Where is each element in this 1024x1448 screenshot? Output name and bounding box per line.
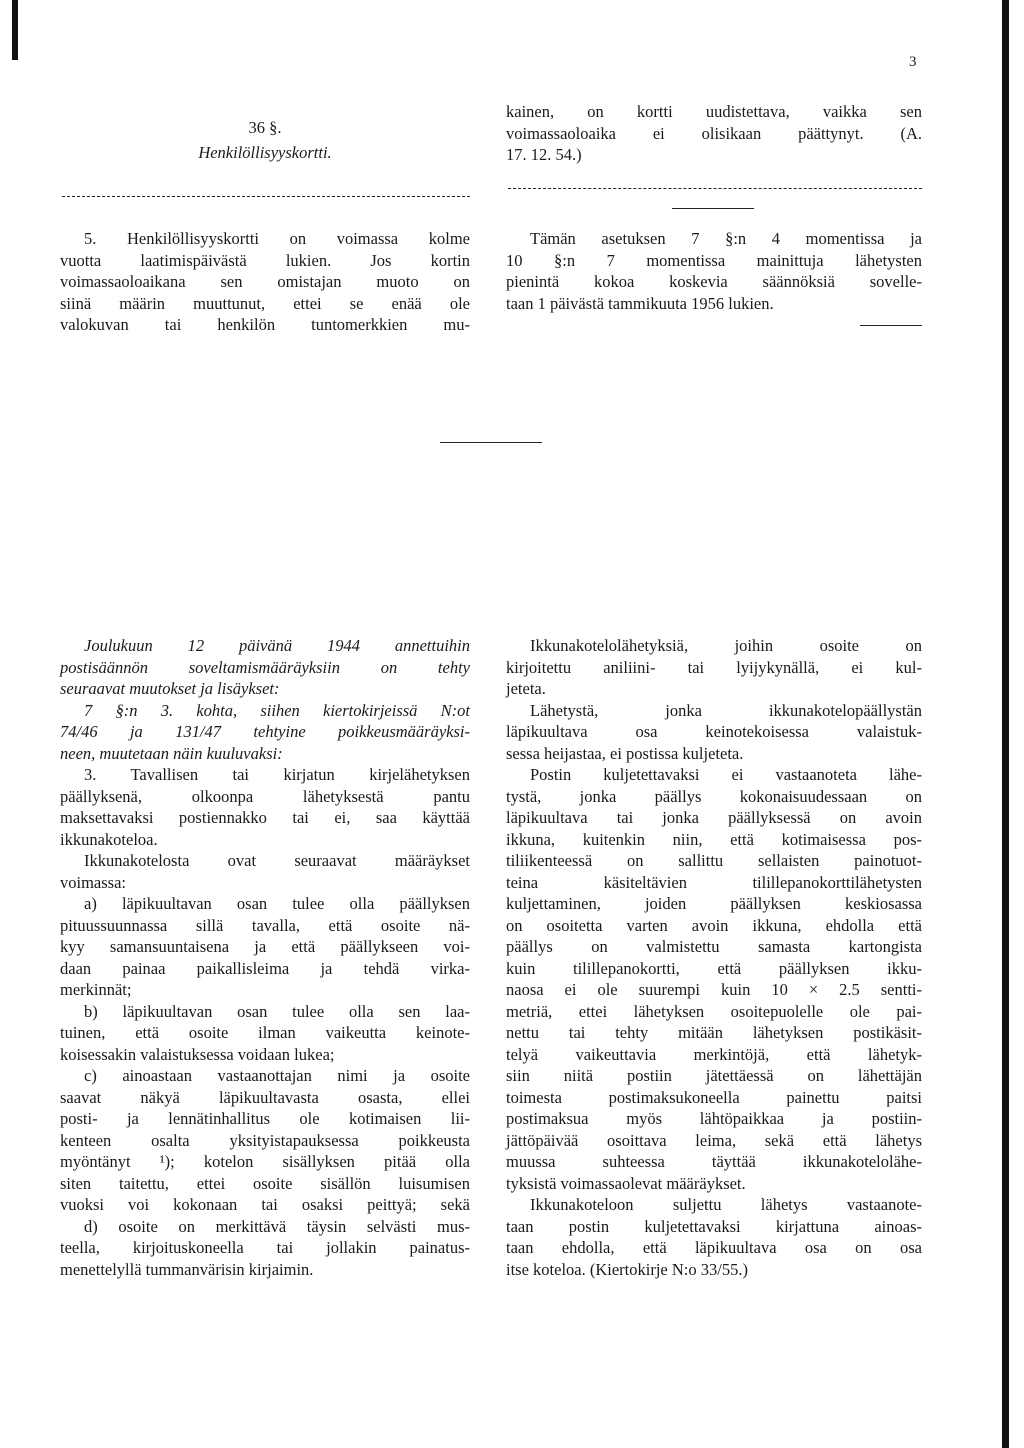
text-line: saavat näkyä läpikuultavasta osasta, ellei bbox=[60, 1087, 470, 1107]
text-line: tuinen, että osoite ilman vaikeutta keinote- bbox=[60, 1023, 470, 1042]
text-line: vuotta laatimispäivästä lukien. Jos kortin bbox=[60, 250, 470, 270]
end-rule bbox=[860, 325, 922, 326]
text-line: nettu tai tehty mitään lähetyksen postikäsit- bbox=[506, 1023, 922, 1042]
text-line: muussa suhteessa täyttää ikkunakotelolähe- bbox=[506, 1152, 922, 1171]
intro-line: seuraavat muutokset ja lisäykset: bbox=[60, 679, 280, 698]
text-line: menettelyllä tummanvärisin kirjaimin. bbox=[60, 1259, 314, 1279]
section-divider bbox=[672, 208, 754, 209]
text-line: siten taitettu, ettei osoite sisällön luisumisen bbox=[60, 1173, 470, 1193]
text-line: teella, kirjoituskoneella tai jollakin painatus- bbox=[60, 1238, 470, 1257]
text-line: c) ainoastaan vastaanottajan nimi ja osoite bbox=[84, 1066, 470, 1085]
intro-line: Joulukuun 12 päivänä 1944 annettuihin bbox=[84, 636, 470, 655]
text-line: telyä vaikeuttavia merkintöjä, että lähetyk- bbox=[506, 1044, 922, 1064]
text-line: vuoksi voi kokonaan tai osaksi peittyä; sekä bbox=[60, 1195, 470, 1214]
enactment-paragraph bbox=[506, 228, 922, 314]
text-line: daan painaa paikallisleima ja tehdä virka- bbox=[60, 958, 470, 978]
text-line: Postin kuljetettavaksi ei vastaanoteta lähe- bbox=[530, 765, 922, 784]
text-line: maksettavaksi postiennakko tai ei, saa käyttää bbox=[60, 808, 470, 827]
text-line: itse koteloa. (Kiertokirje N:o 33/55.) bbox=[506, 1259, 748, 1279]
page-number: 3 bbox=[909, 54, 917, 70]
text-line: myöntänyt ¹); kotelon sisällyksen pitää olla bbox=[60, 1152, 470, 1171]
text-line: koisessakin valaistuksessa voidaan lukea; bbox=[60, 1044, 335, 1064]
intro-line: postisäännön soveltamismääräyksiin on tehty bbox=[60, 657, 470, 677]
omission-rule bbox=[508, 188, 922, 189]
section-number: 36 §. bbox=[248, 118, 282, 137]
text-line: voimassa: bbox=[60, 872, 126, 892]
text-line: taan postin kuljetettavaksi kirjattuna ainoas- bbox=[506, 1216, 922, 1236]
text-line: on osoitetta varten avoin ikkuna, ehdolla että bbox=[506, 915, 922, 935]
text-line: b) läpikuultavan osan tulee olla sen laa- bbox=[84, 1001, 470, 1021]
text-line: Ikkunakotelosta ovat seuraavat määräykset bbox=[84, 851, 470, 870]
text-line: valokuvan tai henkilön tuntomerkkien mu- bbox=[60, 315, 470, 334]
text-line: taan ehdolla, että läpikuultava osa on osa bbox=[506, 1238, 922, 1257]
text-line: 10 §:n 7 momentissa mainittuja lähetysten bbox=[506, 250, 922, 270]
text-line: voimassaoloaikana sen omistajan muoto on bbox=[60, 272, 470, 291]
text-line: voimassaoloaika ei olisikaan päättynyt. (A. bbox=[506, 123, 922, 143]
text-line: 3. Tavallisen tai kirjatun kirjelähetyksen bbox=[84, 765, 470, 784]
text-line: toimesta postimaksukoneella painettu paitsi bbox=[506, 1087, 922, 1107]
text-line: postimaksua myös lähtöpaikkaa ja postiin- bbox=[506, 1109, 922, 1128]
text-line: siinä määrin muuttunut, ettei se enää ole bbox=[60, 293, 470, 313]
text-line: metriä, ettei lähetyksen osoitepuolelle ole pai- bbox=[506, 1001, 922, 1021]
text-line: posti- ja lennätinhallitus ole kotimaisen lii- bbox=[60, 1109, 470, 1128]
text-line: ikkuna, kuitenkin niin, että kotimaisessa pos- bbox=[506, 829, 922, 849]
text-line: kuin tilillepanokortti, että päällyksen ikku- bbox=[506, 958, 922, 978]
text-line: pienintä kokoa koskevia säännöksiä sovelle- bbox=[506, 272, 922, 291]
section36-paragraph bbox=[60, 228, 470, 336]
scan-edge-left bbox=[12, 0, 18, 60]
text-line: sessa heijastaa, ei postissa kuljeteta. bbox=[506, 743, 744, 763]
text-line: pituussuunnassa sillä tavalla, että osoite nä- bbox=[60, 915, 470, 935]
text-line: läpikuultava tai jonka päällyksessä on avoin bbox=[506, 808, 922, 827]
window-envelope-column bbox=[506, 635, 922, 1280]
text-line: siin niitä postiin jätettäessä on lähettäjän bbox=[506, 1066, 922, 1085]
text-line: päällyksenä, olkoonpa lähetyksestä pantu bbox=[60, 786, 470, 806]
text-line: merkinnät; bbox=[60, 980, 132, 999]
text-line: a) läpikuultavan osan tulee olla päällyksen bbox=[84, 894, 470, 913]
text-line: läpikuultava osa keinotekoisessa valaistuk- bbox=[506, 722, 922, 741]
text-line: d) osoite on merkittävä täysin selvästi mus- bbox=[84, 1216, 470, 1236]
text-line: Ikkunakoteloon suljettu lähetys vastaanote- bbox=[530, 1195, 922, 1214]
text-line: teina käsiteltävien tilillepanokorttilähetysten bbox=[506, 872, 922, 892]
text-line: kainen, on kortti uudistettava, vaikka sen bbox=[506, 102, 922, 121]
text-line: tyksistä voimassaolevat määräykset. bbox=[506, 1173, 746, 1193]
intro-line: 74/46 ja 131/47 tehtyine poikkeusmääräyksi- bbox=[60, 722, 470, 741]
text-line: 17. 12. 54.) bbox=[506, 145, 582, 164]
intro-line: neen, muutetaan näin kuuluvaksi: bbox=[60, 743, 283, 763]
text-line: taan 1 päivästä tammikuuta 1956 lukien. bbox=[506, 293, 774, 313]
text-line: tiliikenteessä on sallittu sellaisten painotuot- bbox=[506, 851, 922, 870]
text-line: kirjoitettu aniliini- tai lyijykynällä, ei kul- bbox=[506, 657, 922, 677]
text-line: kyy samansuuntaisena ja että päällykseen voi- bbox=[60, 937, 470, 956]
text-line: ikkunakoteloa. bbox=[60, 829, 158, 849]
text-line: tystä, jonka päällys kokonaisuudessaan on bbox=[506, 786, 922, 806]
intro-line: 7 §:n 3. kohta, siihen kiertokirjeissä N:ot bbox=[84, 700, 470, 720]
page-divider bbox=[440, 442, 542, 443]
text-line: jättöpäivää osoittava leima, sekä että lähetys bbox=[506, 1130, 922, 1150]
text-line: Lähetystä, jonka ikkunakotelopäällystän bbox=[530, 700, 922, 720]
scan-edge-right bbox=[1002, 0, 1009, 1448]
text-line: jeteta. bbox=[506, 679, 546, 698]
text-line: kenteen osalta yksityistapauksessa poikkeusta bbox=[60, 1130, 470, 1150]
text-line: naosa ei ole suurempi kuin 10 × 2.5 sentti- bbox=[506, 980, 922, 999]
text-line: päällys on valmistettu samasta kartongista bbox=[506, 937, 922, 956]
text-line: Ikkunakotelolähetyksiä, joihin osoite on bbox=[530, 636, 922, 655]
section-omission-rule bbox=[62, 196, 470, 197]
section-title: Henkilöllisyyskortti. bbox=[198, 143, 332, 162]
text-line: Tämän asetuksen 7 §:n 4 momentissa ja bbox=[530, 229, 922, 248]
continuation-paragraph bbox=[506, 101, 922, 166]
amendments-column bbox=[60, 635, 470, 1280]
text-line: kuljettaminen, joiden päällyksen keskiosassa bbox=[506, 894, 922, 913]
text-line: 5. Henkilöllisyyskortti on voimassa kolme bbox=[84, 229, 470, 248]
